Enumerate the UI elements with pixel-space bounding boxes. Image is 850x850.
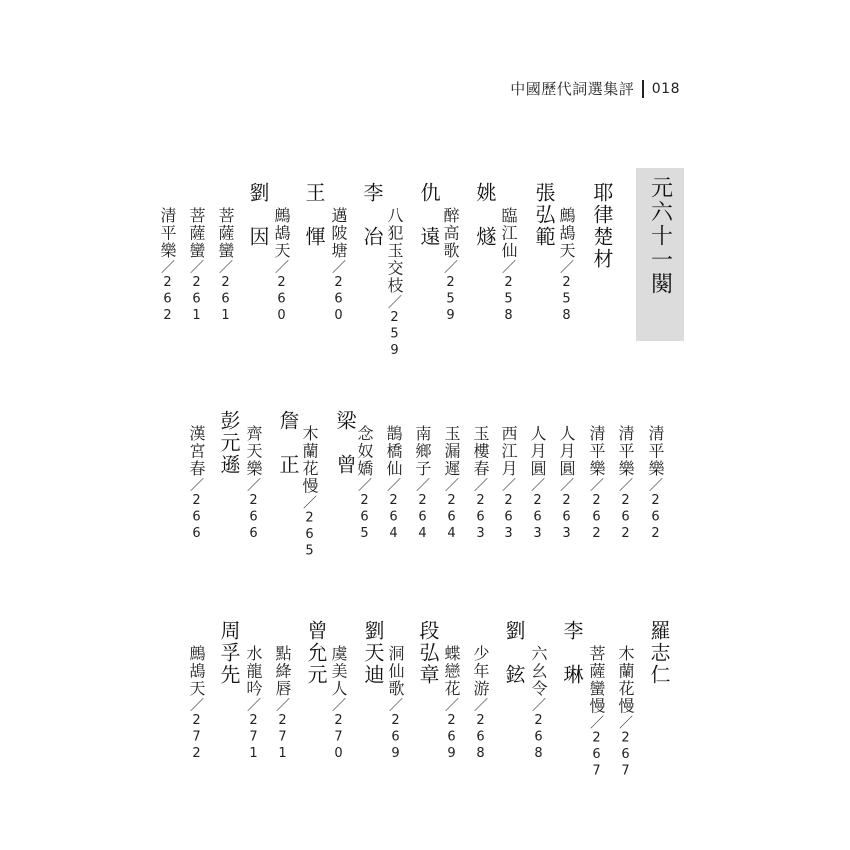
page-ref: 258 (501, 275, 516, 325)
toc-entry[interactable] (525, 425, 549, 543)
poem-title: 蝶戀花 (442, 645, 461, 698)
poem-title: 菩薩蠻慢 (587, 645, 606, 715)
toc-entry[interactable] (326, 645, 350, 763)
page-ref: 271 (275, 713, 290, 763)
poem-title: 鷓鴣天 (272, 207, 291, 260)
author-name: 王 惲 (302, 182, 326, 248)
separator-slash: ／ (588, 715, 604, 731)
poem-title: 人月圓 (557, 425, 576, 478)
poem-title: 鷓鴣天 (187, 645, 206, 698)
section-title: 元六十一闋 (636, 168, 684, 341)
author-name: 詹 正 (276, 410, 300, 476)
author-name: 仇 遠 (417, 182, 441, 248)
toc-entry[interactable] (155, 207, 179, 325)
page-ref: 265 (302, 510, 317, 560)
toc-entry[interactable] (468, 425, 492, 543)
page-ref: 264 (444, 493, 459, 543)
page-ref: 269 (444, 713, 459, 763)
poem-title: 醉高歌 (441, 207, 460, 260)
toc-entry[interactable] (438, 207, 462, 325)
separator-slash: ／ (330, 697, 346, 713)
separator-slash: ／ (414, 477, 430, 493)
separator-slash: ／ (472, 697, 488, 713)
separator-slash: ／ (386, 294, 402, 310)
author-name: 彭元遜 (217, 410, 241, 476)
page-ref: 261 (189, 275, 204, 325)
poem-title: 邁陂塘 (329, 207, 348, 260)
poem-title: 清平樂 (158, 207, 177, 260)
poem-title: 玉樓春 (471, 425, 490, 478)
separator-slash: ／ (356, 477, 372, 493)
toc-entry[interactable] (241, 645, 265, 763)
separator-slash: ／ (387, 697, 403, 713)
author-name: 羅志仁 (647, 620, 671, 686)
toc-entry[interactable] (439, 425, 463, 543)
toc-entry[interactable] (270, 645, 294, 763)
author-name: 曾允元 (304, 620, 328, 686)
page-ref: 264 (415, 493, 430, 543)
page-ref: 258 (559, 275, 574, 325)
poem-title: 八犯玉交枝 (385, 207, 404, 295)
page-ref: 263 (473, 493, 488, 543)
page-ref: 262 (160, 275, 175, 325)
poem-title: 齊天樂 (244, 425, 263, 478)
poem-title: 點絳唇 (273, 645, 292, 698)
toc-entry[interactable] (213, 207, 237, 325)
author-name: 李 琳 (560, 620, 584, 686)
separator-slash: ／ (188, 259, 204, 275)
header-divider (642, 80, 644, 98)
poem-title: 玉漏遲 (442, 425, 461, 478)
poem-title: 木蘭花慢 (300, 425, 319, 495)
running-header (510, 78, 680, 99)
page-ref: 260 (274, 275, 289, 325)
separator-slash: ／ (530, 697, 546, 713)
page-ref: 262 (648, 493, 663, 543)
poem-title: 鵲橋仙 (384, 425, 403, 478)
poem-title: 南鄉子 (413, 425, 432, 478)
toc-entry[interactable] (184, 425, 208, 543)
toc-entry[interactable] (382, 207, 406, 360)
poem-title: 念奴嬌 (355, 425, 374, 478)
poem-title: 水龍吟 (244, 645, 263, 698)
separator-slash: ／ (273, 259, 289, 275)
author-name: 段弘章 (416, 620, 440, 686)
page-ref: 268 (473, 713, 488, 763)
poem-title: 菩薩蠻 (216, 207, 235, 260)
separator-slash: ／ (330, 259, 346, 275)
separator-slash: ／ (443, 477, 459, 493)
author-name: 姚 燧 (473, 182, 497, 248)
page-ref: 260 (331, 275, 346, 325)
poem-title: 六幺令 (529, 645, 548, 698)
toc-entry[interactable] (381, 425, 405, 543)
poem-title: 清平樂 (616, 425, 635, 478)
separator-slash: ／ (500, 259, 516, 275)
toc-entry[interactable] (496, 207, 520, 325)
toc-entry[interactable] (613, 645, 637, 780)
separator-slash: ／ (188, 697, 204, 713)
poem-title: 臨江仙 (499, 207, 518, 260)
page-ref: 266 (189, 493, 204, 543)
separator-slash: ／ (443, 697, 459, 713)
toc-entry[interactable] (184, 645, 208, 763)
poem-title: 清平樂 (646, 425, 665, 478)
author-name: 劉 鉉 (502, 620, 526, 686)
toc-entry[interactable] (383, 645, 407, 763)
page-ref: 267 (618, 730, 633, 780)
toc-entry[interactable] (526, 645, 550, 763)
poem-title: 洞仙歌 (386, 645, 405, 698)
poem-title: 漢宮春 (187, 425, 206, 478)
poem-title: 清平樂 (587, 425, 606, 478)
page-ref: 266 (246, 493, 261, 543)
toc-entry[interactable] (584, 425, 608, 543)
separator-slash: ／ (472, 477, 488, 493)
toc-entry[interactable] (269, 207, 293, 325)
page-ref: 272 (189, 713, 204, 763)
poem-title: 鷓鴣天 (557, 207, 576, 260)
separator-slash: ／ (442, 259, 458, 275)
separator-slash: ／ (385, 477, 401, 493)
page-ref: 267 (589, 730, 604, 780)
book-title: 中國歷代詞選集評 (510, 80, 635, 98)
separator-slash: ／ (274, 697, 290, 713)
toc-entry[interactable] (297, 425, 321, 560)
page-ref: 264 (386, 493, 401, 543)
page-ref: 261 (218, 275, 233, 325)
poem-title: 木蘭花慢 (616, 645, 635, 715)
toc-entry[interactable] (643, 425, 667, 543)
author-name: 張弘範 (532, 182, 556, 248)
author-name: 劉天迪 (361, 620, 385, 686)
toc-entry[interactable] (554, 207, 578, 325)
toc-entry[interactable] (241, 425, 265, 543)
separator-slash: ／ (301, 495, 317, 511)
page-ref: 262 (618, 493, 633, 543)
page-ref: 268 (531, 713, 546, 763)
toc-entry[interactable] (439, 645, 463, 763)
toc-entry[interactable] (584, 645, 608, 780)
separator-slash: ／ (617, 715, 633, 731)
page-ref: 263 (501, 493, 516, 543)
page-ref: 265 (357, 493, 372, 543)
page-ref: 263 (530, 493, 545, 543)
page-ref: 271 (246, 713, 261, 763)
separator-slash: ／ (558, 259, 574, 275)
separator-slash: ／ (245, 477, 261, 493)
toc-entry[interactable] (326, 207, 350, 325)
separator-slash: ／ (159, 259, 175, 275)
toc-entry[interactable] (410, 425, 434, 543)
separator-slash: ／ (188, 477, 204, 493)
page-number: 018 (651, 80, 680, 97)
poem-title: 虞美人 (329, 645, 348, 698)
page-ref: 262 (589, 493, 604, 543)
separator-slash: ／ (647, 477, 663, 493)
toc-entry[interactable] (468, 645, 492, 763)
page-ref: 269 (388, 713, 403, 763)
author-name: 梁 曾 (333, 410, 357, 476)
toc-entry[interactable] (496, 425, 520, 543)
author-name: 李 冶 (360, 182, 384, 248)
page-ref: 270 (331, 713, 346, 763)
page-ref: 263 (559, 493, 574, 543)
toc-entry[interactable] (352, 425, 376, 543)
author-name: 劉 因 (246, 182, 270, 248)
separator-slash: ／ (588, 477, 604, 493)
separator-slash: ／ (529, 477, 545, 493)
toc-entry[interactable] (184, 207, 208, 325)
poem-title: 人月圓 (528, 425, 547, 478)
toc-entry[interactable] (613, 425, 637, 543)
separator-slash: ／ (217, 259, 233, 275)
page-ref: 259 (443, 275, 458, 325)
poem-title: 少年游 (471, 645, 490, 698)
separator-slash: ／ (558, 477, 574, 493)
separator-slash: ／ (617, 477, 633, 493)
author-name: 耶律楚材 (590, 182, 614, 270)
separator-slash: ／ (245, 697, 261, 713)
page-ref: 259 (387, 310, 402, 360)
author-name: 周孚先 (217, 620, 241, 686)
poem-title: 西江月 (499, 425, 518, 478)
poem-title: 菩薩蠻 (187, 207, 206, 260)
separator-slash: ／ (500, 477, 516, 493)
toc-entry[interactable] (554, 425, 578, 543)
